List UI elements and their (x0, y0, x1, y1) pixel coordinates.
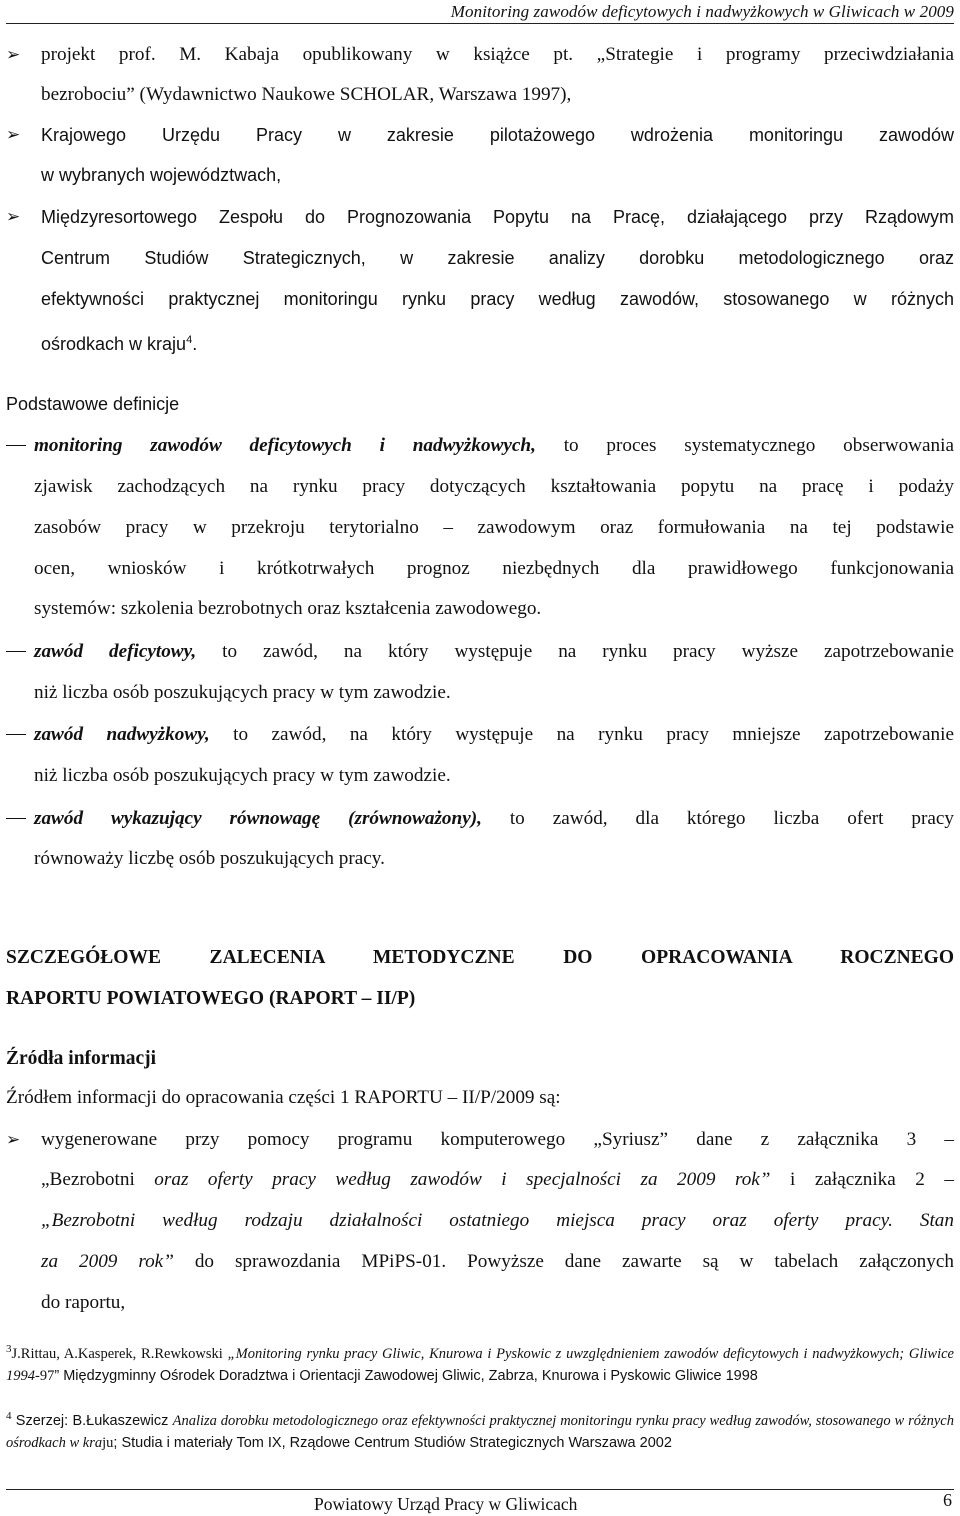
definition-text (34, 807, 954, 831)
footnote-title-end: ju (102, 1434, 114, 1451)
definition-term: zawód wykazujący równowagę (zrównoważony), (34, 808, 482, 829)
list-item-text-part: ośrodkach w kraju (41, 334, 187, 354)
footnote-title: „Monitoring rynku pracy Gliwic, Knurowa i Pyskowic z uwzględnieniem zawodów deficytowych i nadwyżkowych; Gliwice 1994 (6, 1345, 954, 1384)
footnote-3 (6, 1338, 954, 1387)
list-item-text: „Bezrobotni według rodzaju działalności ostatniego miejsca pracy oraz oferty pracy. Stan (41, 1210, 954, 1231)
footnote-number: 3 (6, 1343, 12, 1355)
sources-heading: Źródła informacji (6, 1048, 157, 1069)
definition-text-part: to zawód, dla którego liczba ofert pracy (481, 808, 954, 829)
list-item-text: Krajowego Urzędu Pracy w zakresie pilotażowego wdrożenia monitoringu zawodów (41, 125, 954, 145)
sources-intro: Źródłem informacji do opracowania części 1 RAPORTU – II/P/2009 są: (6, 1087, 561, 1108)
definition-text: systemów: szkolenia bezrobotnych oraz kształcenia zawodowego. (34, 598, 542, 619)
header-rule (6, 23, 954, 24)
definition-text (34, 434, 954, 458)
list-item-text (41, 1250, 954, 1274)
page-number: 6 (943, 1490, 952, 1510)
arrow-bullet-icon: ➢ (6, 125, 21, 145)
list-item-text: Międzyresortowego Zespołu do Prognozowania Popytu na Pracę, działającego przy Rządowym (41, 207, 954, 227)
definition-text: niż liczba osób poszukujących pracy w tym zawodzie. (34, 682, 451, 703)
definition-text-part: to proces systematycznego obserwowania (535, 435, 954, 456)
list-item-text-part: „Bezrobotni (41, 1169, 155, 1190)
footnote-years: -97 (35, 1367, 55, 1384)
arrow-bullet-icon: ➢ (6, 1130, 21, 1150)
definition-text: ocen, wniosków i krótkotrwałych prognoz niezbędnych dla prawidłowego funkcjonowania (34, 558, 954, 579)
list-item-text-part: oraz oferty pracy według zawodów i specjalności za 2009 rok” (154, 1169, 771, 1190)
list-item-text: w wybranych województwach, (41, 165, 282, 185)
definition-text: niż liczba osób poszukujących pracy w tym zawodzie. (34, 765, 451, 786)
list-item-text (41, 328, 197, 356)
list-item-text-part: za 2009 rok” (41, 1251, 174, 1272)
definition-text: równoważy liczbę osób poszukujących pracy. (34, 848, 385, 869)
definition-text: zasobów pracy w przekroju terytorialno – zawodowym oraz formułowania na tej podstawie (34, 517, 954, 538)
footnote-number: 4 (6, 1410, 12, 1422)
arrow-bullet-icon: ➢ (6, 207, 21, 227)
dash-bullet-icon (6, 445, 26, 446)
definition-text-part: to zawód, na który występuje na rynku pracy mniejsze zapotrzebowanie (209, 724, 954, 745)
dash-bullet-icon (6, 734, 26, 735)
list-item-text (41, 1168, 954, 1192)
definition-text-part: to zawód, na który występuje na rynku pracy wyższe zapotrzebowanie (196, 641, 954, 662)
list-item-text-part: i załącznika 2 – (770, 1169, 954, 1190)
definition-term: monitoring zawodów deficytowych i nadwyżkowych, (34, 435, 536, 456)
dash-bullet-icon (6, 651, 26, 652)
footer-office: Powiatowy Urząd Pracy w Gliwicach (314, 1494, 578, 1514)
list-item-text: Centrum Studiów Strategicznych, w zakresie analizy dorobku metodologicznego oraz (41, 248, 954, 268)
footnote-ref: 4 (186, 334, 193, 346)
section-title: RAPORTU POWIATOWEGO (RAPORT – II/P) (6, 988, 416, 1009)
definition-term: zawód nadwyżkowy, (34, 724, 210, 745)
definition-text: zjawisk zachodzących na rynku pracy dotyczących kształtowania popytu na pracę i podaży (34, 476, 954, 497)
list-item-text: efektywności praktycznej monitoringu rynku pracy według zawodów, stosowanego w różnych (41, 289, 954, 309)
running-header: Monitoring zawodów deficytowych i nadwyżkowych w Gliwicach w 2009 (450, 2, 954, 21)
definition-text (34, 640, 954, 664)
footnote-4 (6, 1405, 954, 1454)
dash-bullet-icon (6, 818, 26, 819)
footnote-rest: ; Studia i materiały Tom IX, Rządowe Centrum Studiów Strategicznych Warszawa 2002 (113, 1434, 672, 1451)
definition-term: zawód deficytowy, (34, 641, 197, 662)
footnote-authors: J.Rittau, A.Kasperek, R.Rewkowski (11, 1345, 228, 1362)
arrow-bullet-icon: ➢ (6, 45, 21, 65)
footnote-authors: Szerzej: B.Łukaszewicz (11, 1412, 173, 1429)
footnote-rest: ” Międzygminny Ośrodek Doradztwa i Orientacji Zawodowej Gliwic, Zabrza, Knurowa i Pyskowic Gliwice 1998 (54, 1367, 758, 1384)
list-item-text: wygenerowane przy pomocy programu komputerowego „Syriusz” dane z załącznika 3 – (41, 1129, 954, 1150)
list-item-text: do raportu, (41, 1292, 126, 1313)
footer-rule (6, 1489, 954, 1490)
footnote-title: Analiza dorobku metodologicznego oraz efektywności praktycznej monitoringu rynku pracy według zawodów, stosowanego w różnych ośrodkach w kra (6, 1412, 954, 1451)
list-item-text-part: do sprawozdania MPiPS-01. Powyższe dane zawarte są w tabelach załączonych (173, 1251, 954, 1272)
list-item-text: bezrobociu” (Wydawnictwo Naukowe SCHOLAR, Warszawa 1997), (41, 84, 572, 105)
list-item-text-part: . (192, 334, 198, 354)
section-title: SZCZEGÓŁOWE ZALECENIA METODYCZNE DO OPRACOWANIA ROCZNEGO (6, 947, 954, 968)
definition-text (34, 723, 954, 747)
list-item-text: projekt prof. M. Kabaja opublikowany w książce pt. „Strategie i programy przeciwdziałania (41, 44, 954, 65)
definitions-heading: Podstawowe definicje (6, 394, 180, 414)
